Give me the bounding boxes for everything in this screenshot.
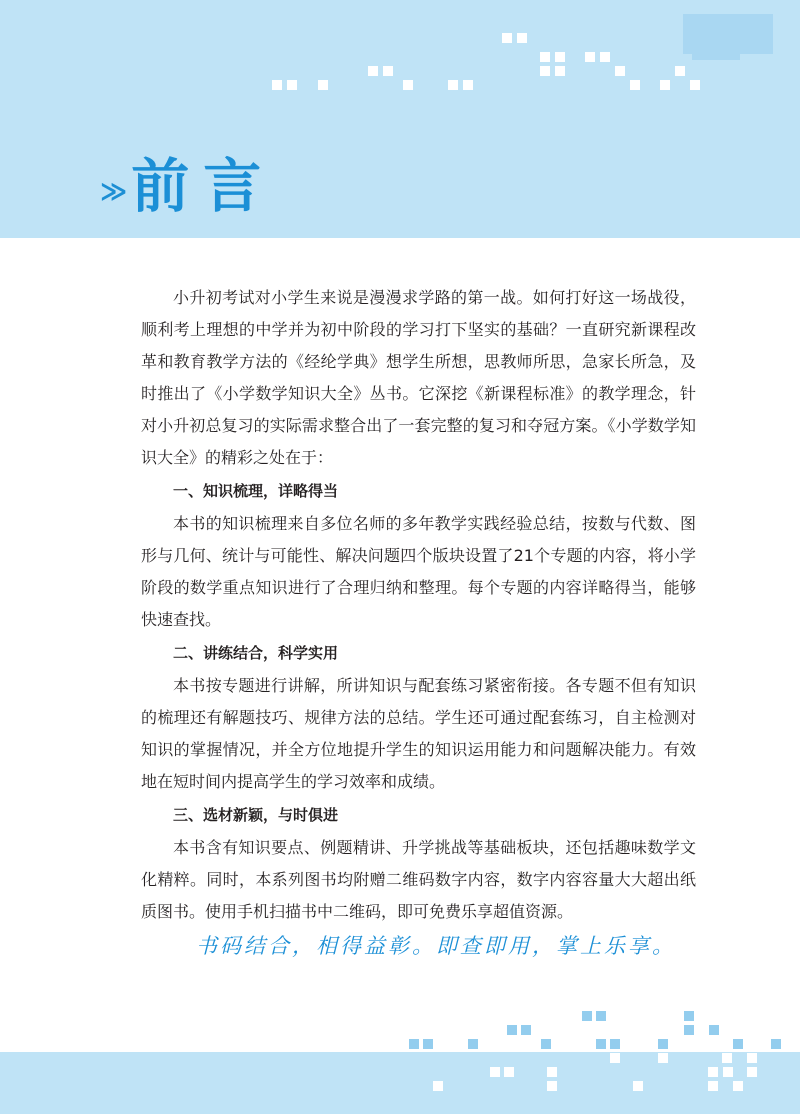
preface-body [141,282,696,928]
section-heading-1: 一、知识梳理，详略得当 [173,482,339,500]
section-heading-2: 二、讲练结合，科学实用 [173,644,339,662]
footer-band [0,1052,800,1114]
section-body-2: 本书按专题进行讲解，所讲知识与配套练习紧密衔接。各专题不但有知识的梳理还有解题技巧、规律方法的总结。学生还可通过配套练习，自主检测对知识的掌握情况，并全方位地提升学生的知识运用能力和问题解决能力。有效地在短时间内提高学生的学习效率和成绩。 [141,676,696,791]
section-body-1: 本书的知识梳理来自多位名师的多年教学实践经验总结，按数与代数、图形与几何、统计与可能性、解决问题四个版块设置了21个专题的内容，将小学阶段的数学重点知识进行了合理归纳和整理。每个专题的内容详略得当，能够快速查找。 [141,514,696,629]
page-title: 前言 [131,152,276,220]
section-heading-3: 三、选材新颖，与时俱进 [173,806,339,824]
page-heading [100,145,276,220]
intro-paragraph: 小升初考试对小学生来说是漫漫求学路的第一战。如何打好这一场战役，顺利考上理想的中学并为初中阶段的学习打下坚实的基础？一直研究新课程改革和教育教学方法的《经纶学典》想学生所想，思教师所思，急家长所急，及时推出了《小学数学知识大全》丛书。它深挖《新课程标准》的教学理念，针对小升初总复习的实际需求整合出了一套完整的复习和夺冠方案。《小学数学知识大全》的精彩之处在于： [141,288,696,467]
double-chevron-icon: ≫ [100,177,122,207]
section-body-3: 本书含有知识要点、例题精讲、升学挑战等基础板块，还包括趣味数学文化精粹。同时，本系列图书均附赠二维码数字内容，数字内容容量大大超出纸质图书。使用手机扫描书中二维码，即可免费乐享超值资源。 [141,838,696,921]
slogan: 书码结合，相得益彰。即查即用，掌上乐享。 [196,934,676,958]
